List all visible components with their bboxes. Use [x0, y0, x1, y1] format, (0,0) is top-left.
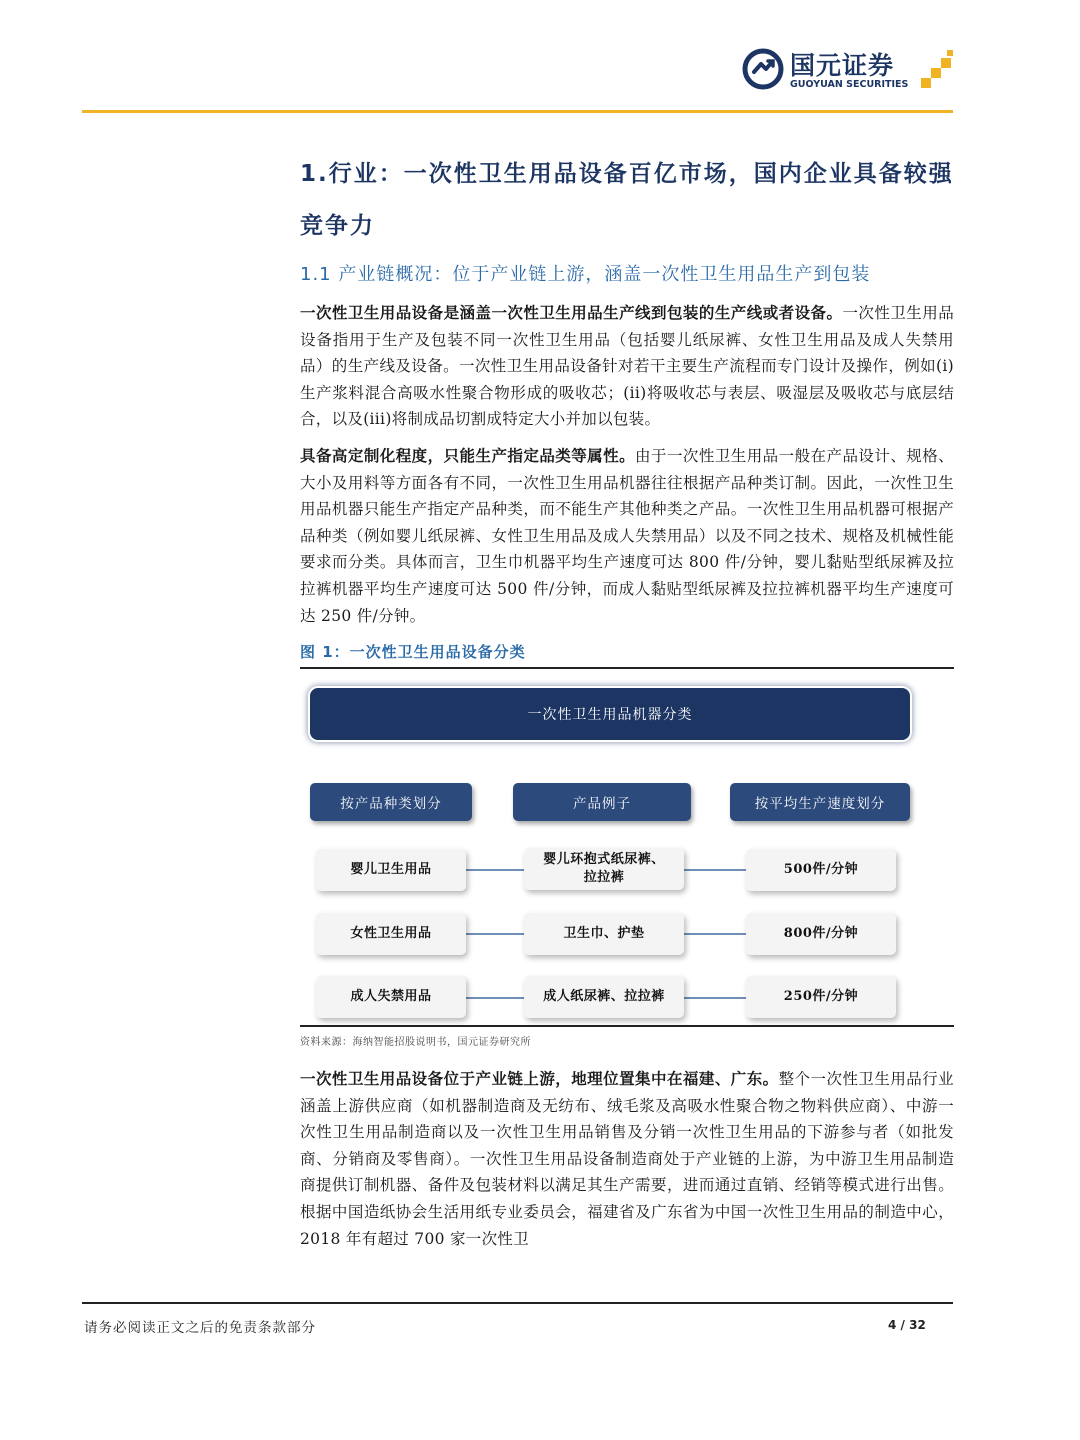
category-infant: 婴儿卫生用品	[316, 849, 466, 891]
figure-caption: 图 1：一次性卫生用品设备分类	[300, 643, 526, 661]
example-female: 卫生巾、护垫	[524, 913, 684, 955]
column-header-example: 产品例子	[513, 783, 691, 821]
connector-line	[466, 997, 524, 999]
logo-steps-icon	[917, 50, 957, 90]
paragraph-body: 由于一次性卫生用品一般在产品设计、规格、大小及用料等方面各有不同，一次性卫生用品机器往往根据产品种类订制。因此，一次性卫生用品机器只能生产指定产品种类，而不能生产其他种类之产品。一次性卫生用品机器可根据产品种类（例如婴儿纸尿裤、女性卫生用品及成人失禁用品）以及不同之技术、规格及机械性能要求而分类。具体而言，卫生巾机器平均生产速度可达 800 件/分钟，婴儿黏贴型纸尿裤及拉拉裤机器平均生产速度可达 500 件/分钟，而成人黏贴型纸尿裤及拉拉裤机器平均生产速度可达 250 件/分钟。	[300, 447, 954, 625]
subsection-heading: 1.1 产业链概况：位于产业链上游，涵盖一次性卫生用品生产到包装	[300, 264, 871, 285]
example-infant	[524, 848, 684, 890]
paragraph-lead: 一次性卫生用品设备位于产业链上游，地理位置集中在福建、广东。	[300, 1069, 779, 1088]
paragraph-body: 整个一次性卫生用品行业涵盖上游供应商（如机器制造商及无纺布、绒毛浆及高吸水性聚合物之物料供应商）、中游一次性卫生用品制造商以及一次性卫生用品销售及分销一次性卫生用品的下游参与者（如批发商、分销商及零售商）。一次性卫生用品设备制造商处于产业链的上游，为中游卫生用品制造商提供订制机器、备件及包装材料以满足其生产需要，进而通过直销、经销等模式进行出售。根据中国造纸协会生活用纸专业委员会，福建省及广东省为中国一次性卫生用品的制造中心，2018 年有超过 700 家一次性卫	[300, 1070, 954, 1248]
category-female: 女性卫生用品	[316, 913, 466, 955]
speed-female: 800件/分钟	[746, 913, 896, 955]
header-rule	[82, 110, 953, 113]
classification-diagram	[300, 676, 954, 1022]
figure-top-rule	[300, 667, 954, 669]
column-header-speed: 按平均生产速度划分	[730, 783, 910, 821]
diagram-title: 一次性卫生用品机器分类	[310, 688, 910, 740]
connector-line	[684, 997, 746, 999]
example-line: 拉拉裤	[583, 870, 625, 885]
speed-infant: 500件/分钟	[746, 849, 896, 891]
example-adult: 成人纸尿裤、拉拉裤	[524, 976, 684, 1018]
logo-name-cn: 国元证券	[790, 51, 895, 80]
paragraph-body: 一次性卫生用品设备指用于生产及包装不同一次性卫生用品（包括婴儿纸尿裤、女性卫生用品及成人失禁用品）的生产线及设备。一次性卫生用品设备针对若干主要生产流程而专门设计及操作，例如(i)生产浆料混合高吸水性聚合物形成的吸收芯；(ii)将吸收芯与表层、吸湿层及吸收芯与底层结合，以及(iii)将制成品切割成特定大小并加以包装。	[300, 304, 954, 429]
speed-adult: 250件/分钟	[746, 976, 896, 1018]
footer-disclaimer: 请务必阅读正文之后的免责条款部分	[84, 1320, 316, 1336]
paragraph-industry-chain	[300, 1066, 954, 1252]
connector-line	[466, 933, 524, 935]
logo-name-en: GUOYUAN SECURITIES	[790, 79, 909, 90]
paragraph-lead: 一次性卫生用品设备是涵盖一次性卫生用品生产线到包装的生产线或者设备。	[300, 303, 843, 322]
connector-line	[466, 869, 524, 871]
figure-source: 资料来源：海纳智能招股说明书，国元证券研究所	[300, 1037, 531, 1048]
category-adult: 成人失禁用品	[316, 976, 466, 1018]
paragraph-definition	[300, 300, 954, 433]
connector-line	[684, 933, 746, 935]
page-number: 4 / 32	[888, 1318, 926, 1332]
example-line: 婴儿环抱式纸尿裤、	[543, 852, 665, 867]
company-logo	[742, 46, 957, 94]
paragraph-customization	[300, 443, 954, 629]
footer-rule	[82, 1302, 953, 1304]
section-heading: 1.行业：一次性卫生用品设备百亿市场，国内企业具备较强竞争力	[300, 161, 954, 239]
column-header-category: 按产品种类划分	[310, 783, 472, 821]
logo-mark-icon	[742, 48, 784, 90]
connector-line	[684, 869, 746, 871]
paragraph-lead: 具备高定制化程度，只能生产指定品类等属性。	[300, 446, 636, 465]
figure-bottom-rule	[300, 1025, 954, 1027]
